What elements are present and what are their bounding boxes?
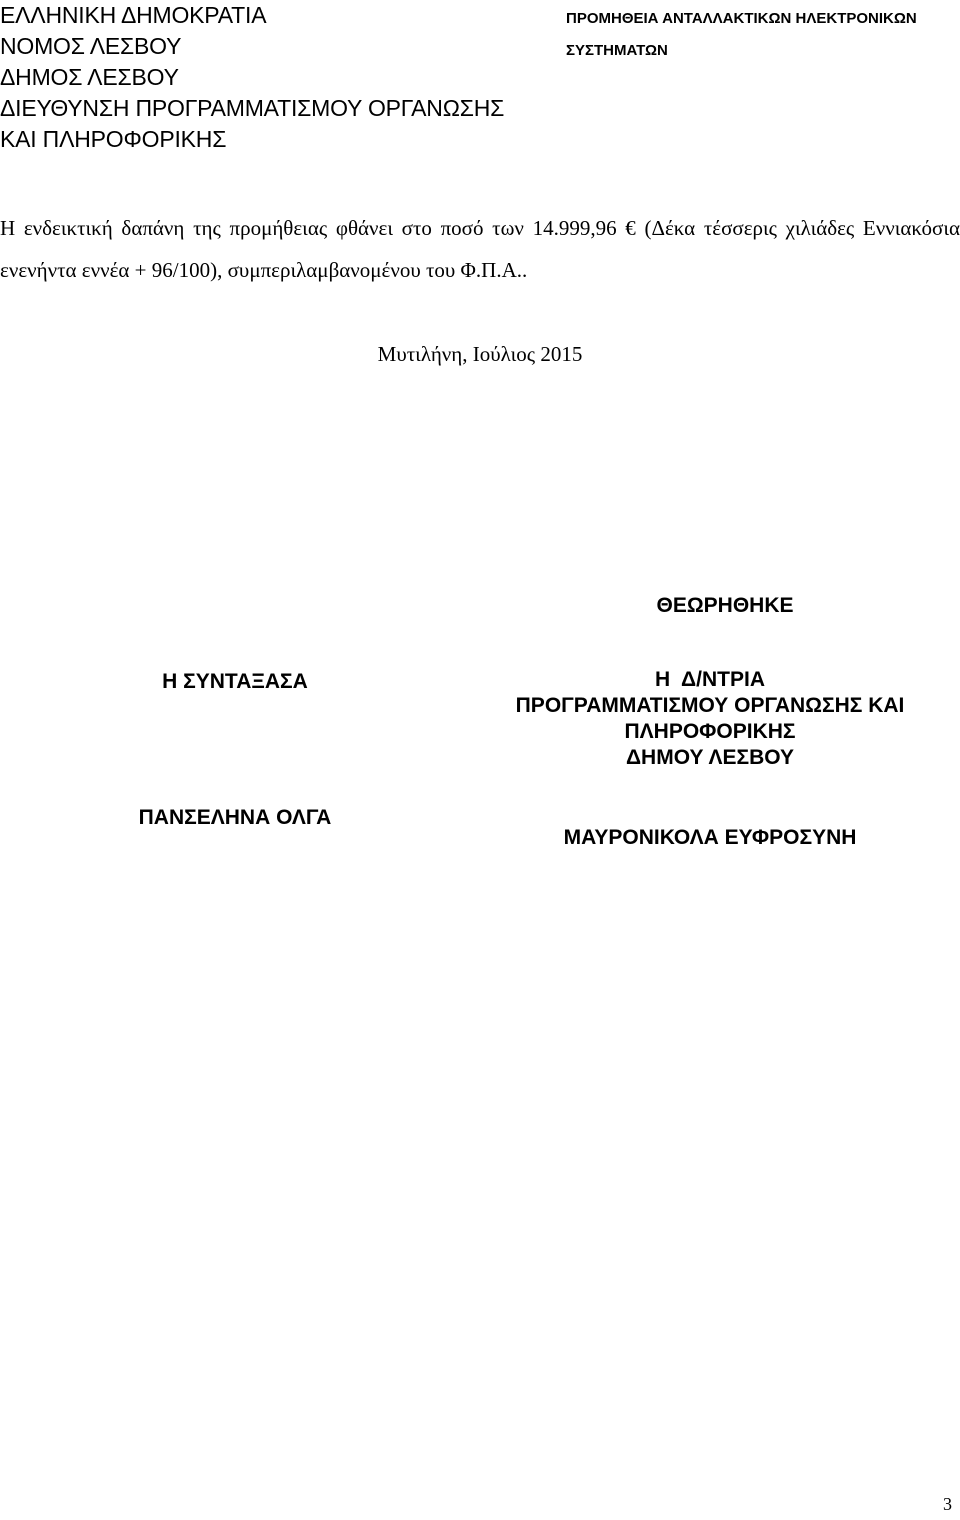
issuing-authority-block xyxy=(0,0,540,155)
authority-line: ΝΟΜΟΣ ΛΕΣΒΟΥ xyxy=(0,33,182,59)
authority-line: ΕΛΛΗΝΙΚΗ ΔΗΜΟΚΡΑΤΙΑ xyxy=(0,2,267,28)
director-title-line: Η Δ/ΝΤΡΙΑ xyxy=(655,668,765,691)
director-title-block xyxy=(470,667,950,771)
composer-title: Η ΣΥΝΤΑΞΑΣΑ xyxy=(162,670,308,693)
place-date: Μυτιλήνη, Ιούλιος 2015 xyxy=(377,342,583,366)
subject-line: ΣΥΣΤΗΜΑΤΩΝ xyxy=(566,42,668,59)
composer-name: ΠΑΝΣΕΛΗΝΑ ΟΛΓΑ xyxy=(138,806,332,829)
authority-line: ΔΗΜΟΣ ΛΕΣΒΟΥ xyxy=(0,64,179,90)
page-number: 3 xyxy=(943,1494,952,1514)
director-title-line: ΔΗΜΟΥ ΛΕΣΒΟΥ xyxy=(625,746,795,769)
approved-label: ΘΕΩΡΗΘΗΚΕ xyxy=(656,594,794,617)
document-subject-block xyxy=(566,3,956,67)
director-title-line: ΠΡΟΓΡΑΜΜΑΤΙΣΜΟΥ ΟΡΓΑΝΩΣΗΣ ΚΑΙ xyxy=(515,694,905,717)
authority-line: ΚΑΙ ΠΛΗΡΟΦΟΡΙΚΗΣ xyxy=(0,126,227,152)
cost-paragraph: Η ενδεικτική δαπάνη της προμήθειας φθάνει στο ποσό των 14.999,96 € (Δέκα τέσσερις χιλιάδες Εννιακόσια ενενήντα εννέα + 96/100), συμπεριλαμβανομένου του Φ.Π.Α.. xyxy=(0,216,960,282)
authority-line: ΔΙΕΥΘΥΝΣΗ ΠΡΟΓΡΑΜΜΑΤΙΣΜΟΥ ΟΡΓΑΝΩΣΗΣ xyxy=(0,95,505,121)
subject-line: ΠΡΟΜΗΘΕΙΑ ΑΝΤΑΛΛΑΚΤΙΚΩΝ ΗΛΕΚΤΡΟΝΙΚΩΝ xyxy=(566,10,917,27)
director-name: ΜΑΥΡΟΝΙΚΟΛΑ ΕΥΦΡΟΣΥΝΗ xyxy=(563,826,857,849)
director-title-line: ΠΛΗΡΟΦΟΡΙΚΗΣ xyxy=(624,720,796,743)
